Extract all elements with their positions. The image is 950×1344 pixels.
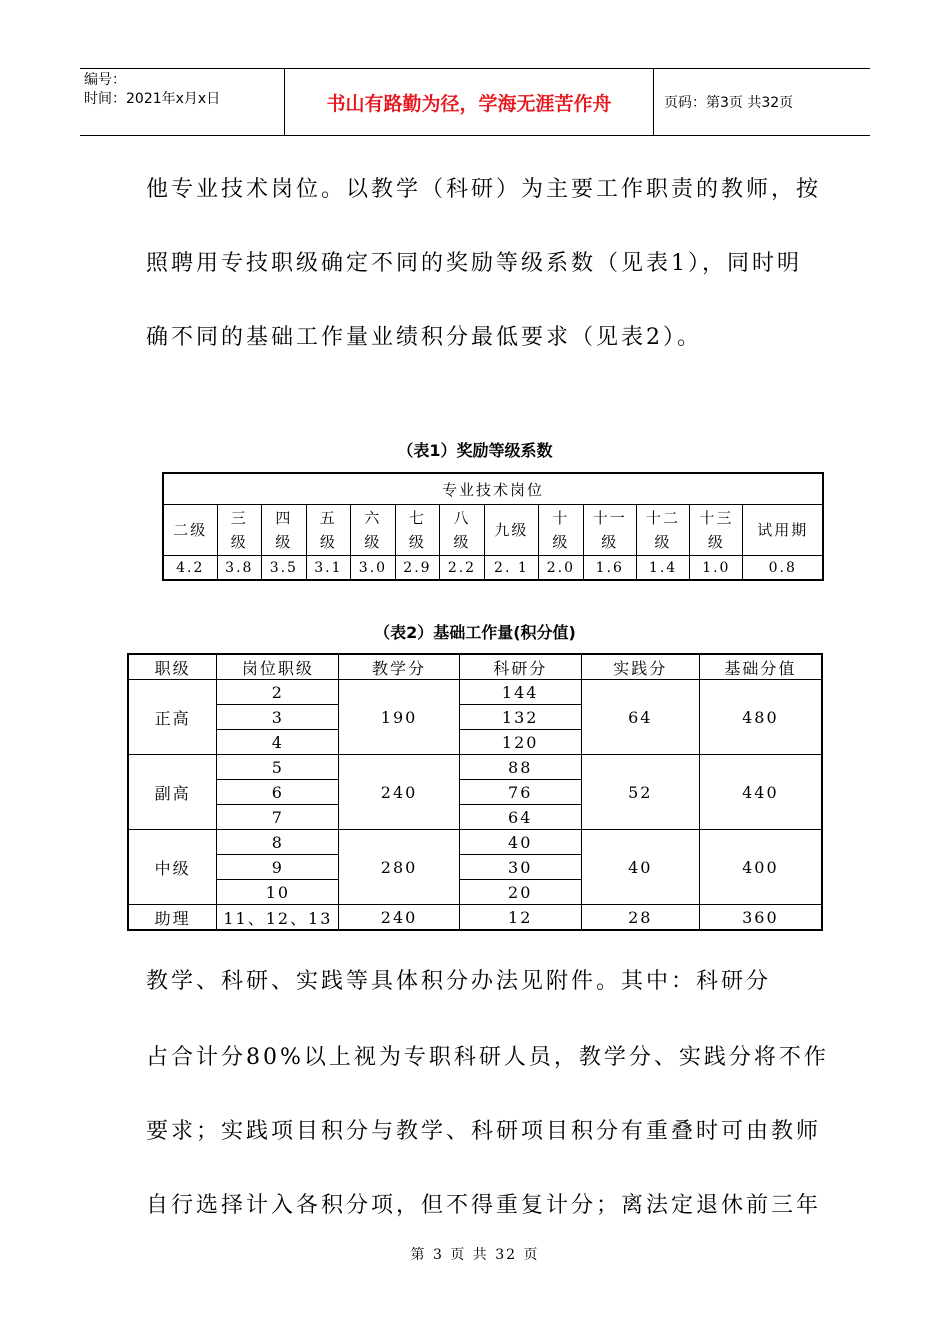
research-score-cell: 20	[459, 880, 581, 905]
table-row	[128, 680, 822, 705]
teaching-score-cell: 240	[339, 755, 459, 830]
grade-cell: 八 级	[440, 505, 485, 556]
base-score-cell: 480	[699, 680, 822, 755]
level-cell: 10	[217, 880, 339, 905]
teaching-score-cell: 190	[339, 680, 459, 755]
coefficient-cell: 3.8	[217, 556, 262, 581]
grade-cell: 六 级	[351, 505, 396, 556]
coefficient-cell: 2.9	[395, 556, 440, 581]
rank-cell: 正高	[128, 680, 217, 755]
grade-cell: 七 级	[395, 505, 440, 556]
grade-cell: 十 级	[539, 505, 584, 556]
rank-cell: 中级	[128, 830, 217, 905]
column-header: 职级	[128, 654, 217, 680]
coefficient-cell: 1.4	[636, 556, 689, 581]
coefficient-cell: 2.2	[440, 556, 485, 581]
column-header: 教学分	[339, 654, 459, 680]
column-header: 岗位职级	[217, 654, 339, 680]
grade-cell: 十三 级	[690, 505, 743, 556]
grade-cell: 十二 级	[636, 505, 689, 556]
level-cell: 5	[217, 755, 339, 780]
research-score-cell: 144	[459, 680, 581, 705]
column-header: 基础分值	[699, 654, 822, 680]
base-cell: 360	[699, 905, 822, 931]
level-cell: 4	[217, 730, 339, 755]
coefficient-cell: 2.0	[539, 556, 584, 581]
table-row	[128, 905, 822, 931]
base-workload-table	[127, 653, 823, 931]
coefficient-cell: 3.1	[306, 556, 351, 581]
paragraph-line: 占合计分80%以上视为专职科研人员，教学分、实践分将不作	[146, 1045, 829, 1070]
rank-cell: 副高	[128, 755, 217, 830]
level-cell: 6	[217, 780, 339, 805]
rank-cell: 助理	[128, 905, 217, 931]
research-score-cell: 64	[459, 805, 581, 830]
grade-cell: 十一 级	[583, 505, 636, 556]
grade-cell: 三 级	[217, 505, 262, 556]
column-header: 实践分	[581, 654, 699, 680]
table1-caption: （表1）奖励等级系数	[397, 441, 553, 460]
levels-cell: 11、12、13	[217, 905, 339, 931]
paragraph-line: 他专业技术岗位。以教学（科研）为主要工作职责的教师，按	[146, 177, 822, 202]
table1-span-header: 专业技术岗位	[163, 473, 823, 505]
coefficient-cell: 0.8	[743, 556, 823, 581]
grade-cell: 五 级	[306, 505, 351, 556]
paragraph-line: 照聘用专技职级确定不同的奖励等级系数（见表1），同时明	[146, 251, 802, 276]
research-score-cell: 120	[459, 730, 581, 755]
grade-cell: 九级	[484, 505, 538, 556]
page-header	[80, 68, 870, 136]
page-footer: 第 3 页 共 32 页	[410, 1247, 540, 1263]
paragraph-line: 自行选择计入各积分项，但不得重复计分；离法定退休前三年	[146, 1193, 822, 1218]
research-cell: 12	[459, 905, 581, 931]
reward-coefficient-table	[162, 472, 824, 581]
table-row	[128, 755, 822, 780]
paragraph-line: 教学、科研、实践等具体积分办法见附件。其中：科研分	[146, 969, 772, 994]
grade-cell: 四 级	[262, 505, 307, 556]
level-cell: 9	[217, 855, 339, 880]
research-score-cell: 76	[459, 780, 581, 805]
header-meta	[80, 69, 284, 135]
header-page-info: 页码：第3页 共32页	[664, 95, 794, 111]
time-label: 时间：2021年x月x日	[84, 91, 221, 107]
coefficient-cell: 3.5	[262, 556, 307, 581]
practice-score-cell: 52	[581, 755, 699, 830]
column-header: 科研分	[459, 654, 581, 680]
coefficient-cell: 3.0	[351, 556, 396, 581]
table2-caption: （表2）基础工作量(积分值)	[374, 623, 576, 642]
table-row	[128, 830, 822, 855]
grade-cell: 试用期	[743, 505, 823, 556]
practice-score-cell: 40	[581, 830, 699, 905]
research-score-cell: 30	[459, 855, 581, 880]
research-score-cell: 132	[459, 705, 581, 730]
coefficient-cell: 1.6	[583, 556, 636, 581]
base-score-cell: 440	[699, 755, 822, 830]
grade-cell: 二级	[163, 505, 217, 556]
base-score-cell: 400	[699, 830, 822, 905]
level-cell: 8	[217, 830, 339, 855]
level-cell: 7	[217, 805, 339, 830]
coefficient-cell: 4.2	[163, 556, 217, 581]
research-score-cell: 88	[459, 755, 581, 780]
practice-cell: 28	[581, 905, 699, 931]
paragraph-line: 要求；实践项目积分与教学、科研项目积分有重叠时可由教师	[146, 1119, 822, 1144]
level-cell: 3	[217, 705, 339, 730]
header-motto: 书山有路勤为径，学海无涯苦作舟	[284, 69, 654, 135]
number-label: 编号：	[84, 72, 126, 88]
coefficient-cell: 2. 1	[484, 556, 538, 581]
level-cell: 2	[217, 680, 339, 705]
teaching-cell: 240	[339, 905, 459, 931]
coefficient-cell: 1.0	[690, 556, 743, 581]
teaching-score-cell: 280	[339, 830, 459, 905]
paragraph-line: 确不同的基础工作量业绩积分最低要求（见表2）。	[146, 325, 702, 350]
practice-score-cell: 64	[581, 680, 699, 755]
research-score-cell: 40	[459, 830, 581, 855]
